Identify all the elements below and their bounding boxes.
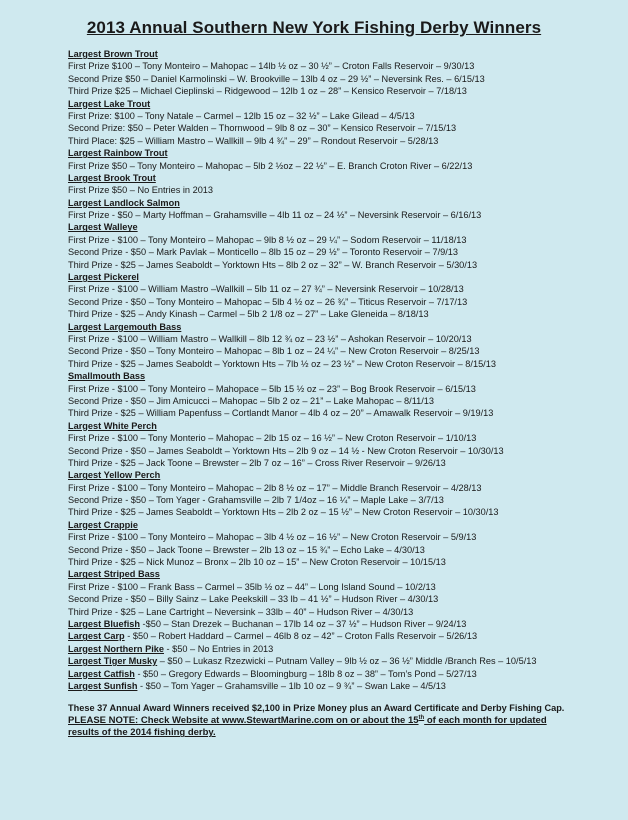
winner-entry: -$50 – Stan Drezek – Buchanan – 17lb 14 oz – 37 ½” – Hudson River – 9/24/13 [139, 618, 467, 629]
winner-entry: First Prize $50 – No Entries in 2013 [68, 185, 214, 196]
category-section [68, 197, 600, 222]
note-text-2: of each month for updated [424, 714, 547, 726]
winner-entry: – $50 – Lukasz Rzezwicki – Putnam Valley – 9lb ½ oz – 36 ½” Middle /Branch Res – 10/5/13 [157, 656, 537, 667]
category-section [68, 271, 600, 321]
winner-entry: First Prize $100 – Tony Monteiro – Mahopac – 14lb ½ oz – 30 ½” – Croton Falls Reservoir – 9/30/13 [68, 61, 475, 72]
winner-entry: Third Prize - $25 – Nick Munoz – Bronx – 2lb 10 oz – 15” – New Croton Reservoir – 10/15/13 [68, 557, 446, 568]
category-heading: Largest Brown Trout [68, 49, 158, 59]
inline-category-row [68, 630, 600, 642]
winner-entry: Second Prize - $50 – Jack Toone – Brewster – 2lb 13 oz – 15 ¾” – Echo Lake – 4/30/13 [68, 544, 425, 555]
winner-entry: First Prize $50 – Tony Monteiro – Mahopac – 5lb 2 ½oz – 22 ½” – E. Branch Croton River – 6/22/13 [68, 160, 473, 171]
winner-entry: Second Prize: $50 – Peter Walden – Thornwood – 9lb 8 oz – 30” – Kensico Reservoir – 7/15/13 [68, 123, 457, 134]
winner-entry: Third Prize - $25 – William Papenfuss – Cortlandt Manor – 4lb 4 oz – 20” – Amawalk Reservoir – 9/19/13 [68, 408, 494, 419]
winner-entry: First Prize - $100 – Tony Monteiro – Mahopac – 9lb 8 ½ oz – 29 ¼” – Sodom Reservoir – 11/18/13 [68, 234, 467, 245]
category-heading: Largest Rainbow Trout [68, 148, 168, 159]
winner-entry: Third Prize - $25 – Andy Kinash – Carmel – 5lb 2 1/8 oz – 27” – Lake Gleneida – 8/18/13 [68, 309, 429, 320]
category-section [68, 172, 600, 197]
category-section [68, 147, 600, 172]
category-heading: Largest Northern Pike [68, 643, 164, 654]
category-heading: Largest Walleye [68, 222, 138, 233]
category-heading: Largest Bluefish [68, 618, 140, 629]
winner-entry: First Prize - $100 – Tony Monterio – Mahopac – 2lb 15 oz – 16 ½” – New Croton Reservoir – 1/10/13 [68, 433, 477, 444]
category-section [68, 519, 600, 569]
winner-entry: Second Prize $50 – Daniel Karmolinski – W. Brookville – 13lb 4 oz – 29 ½” – Neversink Res. – 6/15/13 [68, 73, 485, 84]
category-section [68, 469, 600, 519]
winner-entry: - $50 – Tom Yager – Grahamsville – 1lb 10 oz – 9 ¾” – Swan Lake – 4/5/13 [137, 680, 446, 691]
category-heading: Largest Sunfish [68, 680, 138, 691]
winner-entry: First Prize - $100 – William Mastro – Wallkill – 8lb 12 ¾ oz – 23 ½” – Ashokan Reservoir – 10/20/13 [68, 333, 472, 344]
inline-winners-list [68, 618, 600, 692]
note-label: PLEASE NOTE: [68, 714, 139, 726]
category-section [68, 98, 600, 148]
winner-entry: Second Prize - $50 – Jim Amicucci – Mahopac – 5lb 2 oz – 21” – Lake Mahopac – 8/11/13 [68, 395, 435, 406]
category-heading: Largest Yellow Perch [68, 470, 161, 481]
category-heading: Largest Brook Trout [68, 172, 156, 183]
category-heading: Largest Largemouth Bass [68, 321, 182, 332]
category-section [68, 370, 600, 420]
winner-entry: - $50 – No Entries in 2013 [163, 643, 274, 654]
winner-entry: - $50 – Robert Haddard – Carmel – 46lb 8 oz – 42” – Croton Falls Reservoir – 5/26/13 [124, 631, 478, 642]
category-section [68, 221, 600, 271]
winner-entry: - $50 – Gregory Edwards – Bloomingburg – 18lb 8 oz – 38” – Tom’s Pond – 5/27/13 [134, 668, 477, 679]
winner-entry: Third Prize - $25 – James Seaboldt – Yorktown Hts – 2lb 2 oz – 15 ½” – New Croton Reservoir – 10/30/13 [68, 507, 499, 518]
category-heading: Largest Crappie [68, 519, 138, 530]
winner-entry: Second Prize - $50 – James Seaboldt – Yorktown Hts – 2lb 9 oz – 14 ½ - New Croton Reservoir – 10/30/13 [68, 445, 504, 456]
winner-entry: Second Prize - $50 – Tony Monteiro – Mahopac – 5lb 4 ½ oz – 26 ¾” – Titicus Reservoir – 7/17/13 [68, 296, 468, 307]
winner-entry: Second Prize - $50 – Mark Pavlak – Monticello – 8lb 15 oz – 29 ½” – Toronto Reservoir – 7/9/13 [68, 247, 459, 258]
winner-entry: First Prize - $100 – Tony Monteiro – Mahopace – 5lb 15 ½ oz – 23” – Bog Brook Reservoir – 6/15/13 [68, 383, 476, 394]
winner-entry: First Prize - $100 – Tony Monteiro – Mahopac – 2lb 8 ½ oz – 17” – Middle Branch Reservoir – 4/28/13 [68, 482, 482, 493]
inline-category-row [68, 668, 600, 680]
winners-list [68, 48, 600, 618]
category-section [68, 568, 600, 618]
category-heading: Largest Catfish [68, 668, 135, 679]
winner-entry: Third Place: $25 – William Mastro – Wallkill – 9lb 4 ¾” – 29” – Rondout Reservoir – 5/28/13 [68, 135, 439, 146]
category-heading: Largest Tiger Musky [68, 656, 158, 667]
inline-category-row [68, 643, 600, 655]
winner-entry: Third Prize - $25 – Jack Toone – Brewster – 2lb 7 oz – 16” – Cross River Reservoir – 9/26/13 [68, 457, 446, 468]
inline-category-row [68, 655, 600, 667]
winner-entry: Third Prize - $25 – Lane Cartright – Neversink – 33lb – 40” – Hudson River – 4/30/13 [68, 606, 414, 617]
category-heading: Largest White Perch [68, 420, 157, 431]
note-text-3: results of the 2014 fishing derby. [68, 727, 216, 739]
winner-entry: Third Prize $25 – Michael Cieplinski – Ridgewood – 12lb 1 oz – 28” – Kensico Reservoir – 7/18/13 [68, 86, 467, 97]
winner-entry: First Prize: $100 – Tony Natale – Carmel – 12lb 15 oz – 32 ½” – Lake Gilead – 4/5/13 [68, 110, 415, 121]
winner-entry: First Prize - $100 – Tony Monteiro – Mahopac – 3lb 4 ½ oz – 16 ½” – New Croton Reservoir – 5/9/13 [68, 532, 477, 543]
winner-entry: Third Prize - $25 – James Seaboldt – Yorktown Hts – 7lb ½ oz – 23 ½” – New Croton Reservoir – 8/15/13 [68, 358, 496, 369]
page-title: 2013 Annual Southern New York Fishing Derby Winners [86, 18, 542, 37]
category-section [68, 48, 600, 98]
category-heading: Largest Lake Trout [68, 98, 151, 109]
winner-entry: First Prize - $100 – William Mastro –Wallkill – 5lb 11 oz – 27 ¾” – Neversink Reservoir – 10/28/13 [68, 284, 464, 295]
inline-category-row [68, 618, 600, 630]
website-note [68, 715, 600, 740]
inline-category-row [68, 680, 600, 692]
winner-entry: Second Prize - $50 – Tony Monteiro – Mahopac – 8lb 1 oz – 24 ¼” – New Croton Reservoir – 8/25/13 [68, 346, 480, 357]
winner-entry: First Prize - $100 – Frank Bass – Carmel – 35lb ½ oz – 44” – Long Island Sound – 10/2/13 [68, 581, 436, 592]
note-sup: th [418, 714, 425, 721]
category-section [68, 420, 600, 470]
category-heading: Largest Carp [68, 631, 125, 642]
note-text-1: Check Website at www.StewartMarine.com on or about the 15 [138, 714, 419, 726]
category-heading: Largest Pickerel [68, 272, 139, 283]
winner-entry: First Prize - $50 – Marty Hoffman – Grahamsville – 4lb 11 oz – 24 ½” – Neversink Reservoir – 6/16/13 [68, 210, 482, 221]
category-heading: Largest Striped Bass [68, 569, 160, 580]
winner-entry: Second Prize - $50 – Tom Yager - Grahamsville – 2lb 7 1/4oz – 16 ¼” – Maple Lake – 3/7/13 [68, 495, 444, 506]
winner-entry: Third Prize - $25 – James Seaboldt – Yorktown Hts – 8lb 2 oz – 32” – W. Branch Reservoir – 5/30/13 [68, 259, 478, 270]
category-section [68, 321, 600, 371]
category-heading: Largest Landlock Salmon [68, 197, 180, 208]
category-heading: Smallmouth Bass [68, 371, 146, 382]
summary-text: These 37 Annual Award Winners received $2,100 in Prize Money plus an Award Certificate and Derby Fishing Cap. [68, 703, 565, 714]
winner-entry: Second Prize - $50 – Billy Sainz – Lake Peekskill – 33 lb – 41 ½” – Hudson River – 4/30/13 [68, 594, 439, 605]
